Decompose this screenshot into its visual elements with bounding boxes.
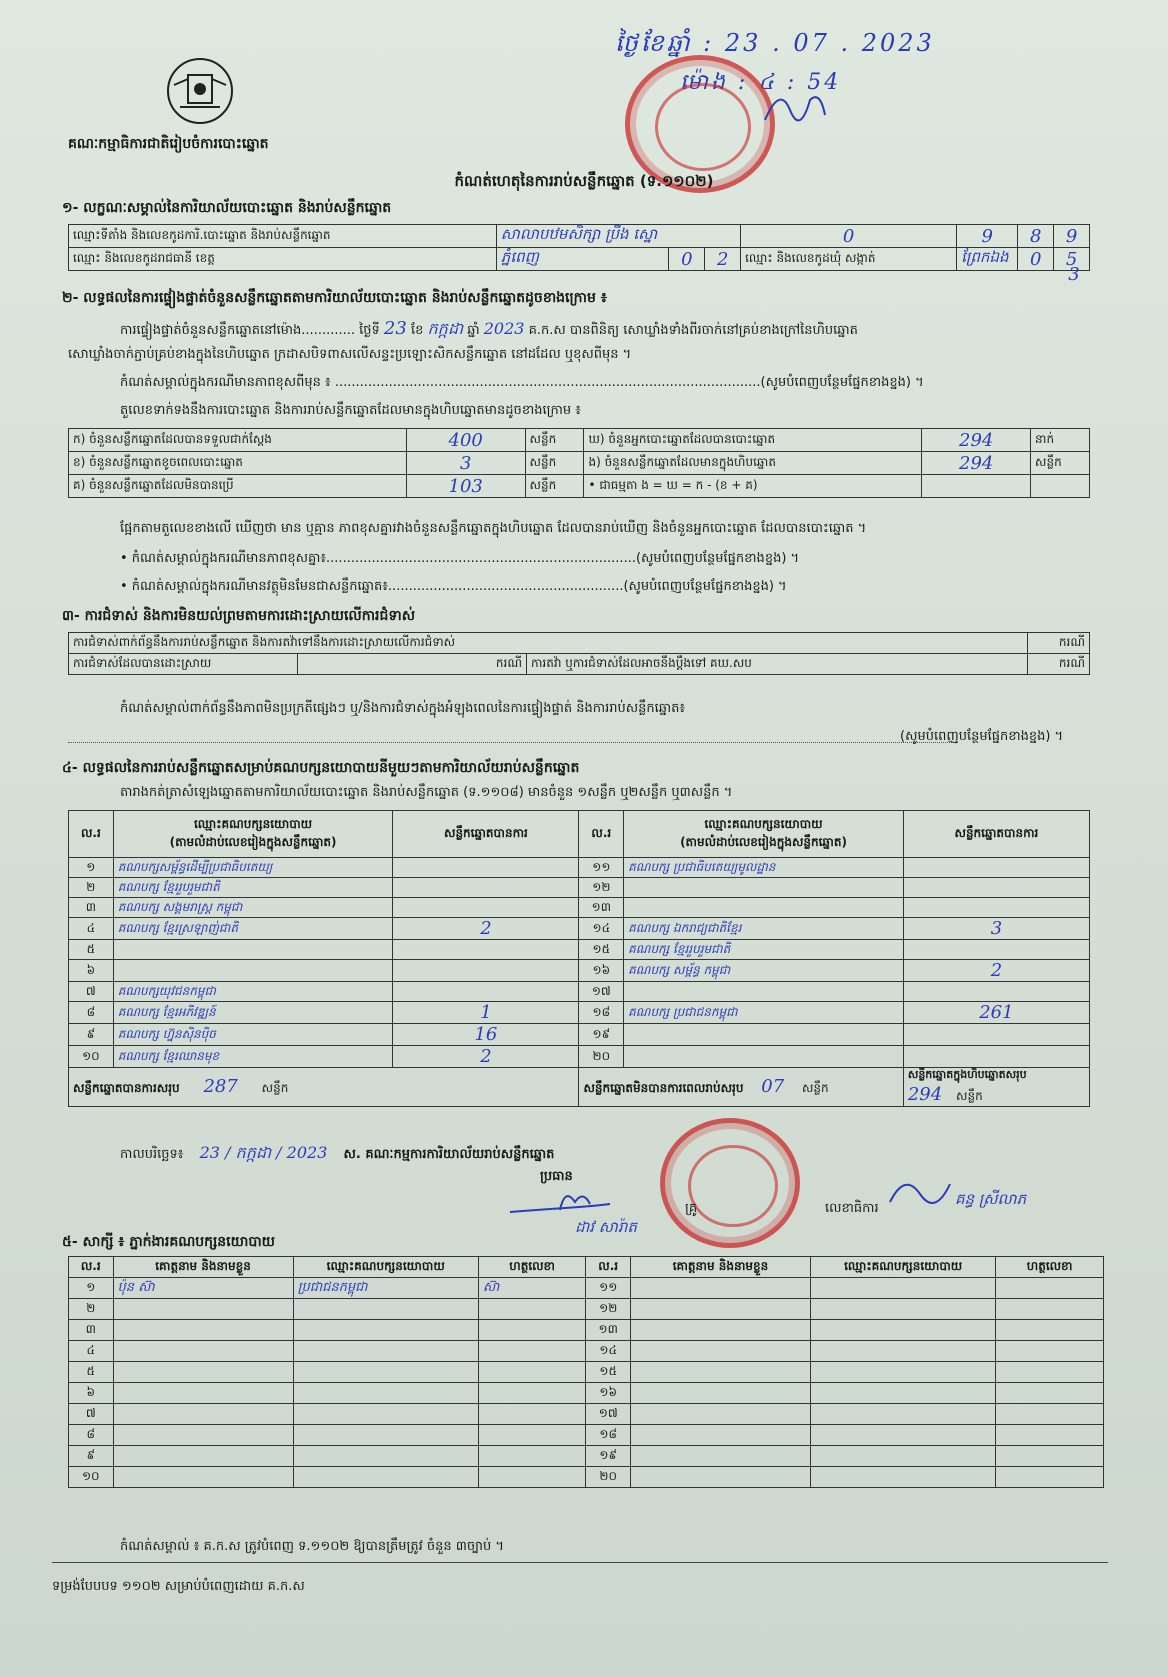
witness-no: ២០ <box>586 1467 631 1488</box>
vote-row-no: ១៩ <box>579 1024 624 1046</box>
vote-row-party: គណបក្ស ប្រជាធិបតេយ្យមូលដ្ឋាន <box>624 858 904 878</box>
witness-no: ២ <box>69 1299 114 1320</box>
ballot-right-label: ឃ) ចំនួនអ្នកបោះឆ្នោតដែលបានបោះឆ្នោត <box>584 429 922 452</box>
ballot-right-label: • ជាធម្មតា ង = ឃ = ក - (ខ + គ) <box>584 475 922 498</box>
witness-party <box>811 1467 996 1488</box>
ballot-right-value: 294 <box>922 452 1031 475</box>
commune-code-2: 5 <box>1054 248 1090 271</box>
total-valid-cell <box>69 1068 579 1107</box>
vote-row-no: ៧ <box>69 982 114 1002</box>
col-party-left <box>113 811 393 858</box>
witness-name <box>630 1320 810 1341</box>
witness-party <box>811 1446 996 1467</box>
vote-row-votes <box>903 1024 1089 1046</box>
location-code-2: 9 <box>957 225 1018 248</box>
province-code-1: 0 <box>669 248 705 271</box>
witness-sign <box>478 1383 586 1404</box>
witness-no: ១០ <box>69 1467 114 1488</box>
witness-party <box>293 1404 478 1425</box>
witness-party <box>811 1299 996 1320</box>
vote-row-party: គណបក្ស ខ្មែររួបរួមជាតិ <box>113 878 393 898</box>
witness-sign <box>996 1299 1104 1320</box>
table-row <box>69 1425 1104 1446</box>
footer-form-ref: ទម្រង់បែបបទ ១១០២ សម្រាប់បំពេញដោយ គ.ក.ស <box>52 1579 305 1594</box>
vote-row-no: ២០ <box>579 1046 624 1068</box>
total-valid-value: 287 <box>203 1076 238 1097</box>
witness-no: ៧ <box>69 1404 114 1425</box>
appeal-label: ការតវ៉ា ឬការជំទាស់ដែលអាចនឹងប្តឹងទៅ គឃ.សប <box>527 654 1028 675</box>
witness-no: ១៣ <box>586 1320 631 1341</box>
vote-row-votes <box>393 960 579 982</box>
witness-party <box>293 1299 478 1320</box>
witness-sign <box>478 1299 586 1320</box>
section3-note: កំណត់សម្គាល់ពាក់ព័ន្ធនឹងភាពមិនប្រក្រតីផ្សេងៗ ឬ/និងការជំទាស់ក្នុងអំឡុងពេលនៃការផ្ទៀងផ្ទាត់ និងការរាប់សន្លឹកឆ្នោត៖ <box>120 701 686 716</box>
witness-name <box>630 1299 810 1320</box>
witness-name <box>113 1404 293 1425</box>
table-row <box>69 1024 1090 1046</box>
vote-row-party: គណបក្ស ខ្មែរអភិវឌ្ឍន៍ <box>113 1002 393 1024</box>
witness-name <box>113 1320 293 1341</box>
vote-row-party: គណបក្ស ខ្មែរឈានមុខ <box>113 1046 393 1068</box>
witness-name <box>113 1341 293 1362</box>
ballot-count-table <box>68 428 1090 498</box>
location-code-1: 0 <box>741 225 957 248</box>
vote-row-no: ១៧ <box>579 982 624 1002</box>
commune-value: ព្រែកឯង <box>957 248 1018 271</box>
vote-row-party: គណបក្ស សង្គមរាស្ត្រ កម្ពុជា <box>113 898 393 918</box>
witness-no: ៦ <box>69 1383 114 1404</box>
witness-sign <box>478 1341 586 1362</box>
witness-name <box>630 1404 810 1425</box>
vote-row-votes <box>903 878 1089 898</box>
vote-row-no: ១២ <box>579 878 624 898</box>
vote-row-votes: 2 <box>903 960 1089 982</box>
table-row <box>69 1362 1104 1383</box>
ballot-left-unit: សន្លឹក <box>525 429 584 452</box>
vote-row-votes: 16 <box>393 1024 579 1046</box>
witness-name <box>113 1425 293 1446</box>
vote-row-no: ១៤ <box>579 918 624 940</box>
vote-row-no: ១០ <box>69 1046 114 1068</box>
table-row <box>69 898 1090 918</box>
total-valid-unit: សន្លឹក <box>261 1081 289 1095</box>
witness-sign <box>478 1467 586 1488</box>
witness-no: ១២ <box>586 1299 631 1320</box>
witness-party <box>811 1425 996 1446</box>
province-value: ភ្នំពេញ <box>496 248 669 271</box>
ballot-row <box>69 429 1090 452</box>
committee-name: គណៈកម្មាធិការជាតិរៀបចំការបោះឆ្នោត <box>68 136 269 152</box>
witness-name <box>630 1425 810 1446</box>
vote-row-party: គណបក្សយុវជនកម្ពុជា <box>113 982 393 1002</box>
total-invalid-label: សន្លឹកឆ្នោតមិនបានការពេលរាប់សរុប <box>583 1081 744 1095</box>
appeal-case: ករណី <box>1027 654 1089 675</box>
vote-row-votes <box>393 982 579 1002</box>
table-row <box>69 878 1090 898</box>
secretary-label: លេខាធិការ <box>825 1201 879 1216</box>
p1-month: កក្កដា <box>427 319 464 338</box>
witness-name <box>630 1467 810 1488</box>
ballot-left-label: ខ) ចំនួនសន្លឹកឆ្នោតខូចពេលបោះឆ្នោត <box>69 452 407 475</box>
total-box-value: 294 <box>907 1084 943 1105</box>
vote-row-no: ៩ <box>69 1024 114 1046</box>
vote-row-no: ១ <box>69 858 114 878</box>
witness-party <box>293 1425 478 1446</box>
vote-row-no: ១៣ <box>579 898 624 918</box>
witness-no: ១៧ <box>586 1404 631 1425</box>
section2-note2: • កំណត់សម្គាល់ក្នុងករណីមានភាពខុសគ្នា៖...........................................................................(សូមបំពេញបន្ថែមផ្នែកខាងខ្នង) ។ <box>120 551 800 566</box>
vote-row-party <box>113 960 393 982</box>
col-party-right-title: ឈ្មោះគណបក្សនយោបាយ <box>704 817 823 831</box>
vote-row-no: ៣ <box>69 898 114 918</box>
col-votes-left: សន្លឹកឆ្នោតបានការ <box>393 811 579 858</box>
table-row <box>69 1446 1104 1467</box>
vote-row-no: ១៦ <box>579 960 624 982</box>
section1-title: ១- លក្ខណៈសម្គាល់នៃការិយាល័យបោះឆ្នោត និងរាប់សន្លឹកឆ្នោត <box>62 200 392 216</box>
w-col-no-right: ល.រ <box>586 1257 631 1278</box>
witness-no: ១៤ <box>586 1341 631 1362</box>
witness-name <box>630 1341 810 1362</box>
province-label: ឈ្មោះ និងលេខកូដរាជធានី ខេត្ត <box>69 248 497 271</box>
vote-row-votes <box>393 878 579 898</box>
section2-paragraph4: ផ្អែកតាមតួលេខខាងលើ ឃើញថា មាន ឬគ្មាន ភាពខុសគ្នារវាងចំនួនសន្លឹកឆ្នោតក្នុងហិបឆ្នោត ដែលបានរាប់ឃើញ និងចំនួនអ្នកបោះឆ្នោត ដែលបានបោះឆ្នោត ។ <box>120 521 867 536</box>
witness-party: ប្រជាជនកម្ពុជា <box>293 1278 478 1299</box>
vote-row-votes: 2 <box>393 1046 579 1068</box>
witness-sign <box>996 1467 1104 1488</box>
date-line-label: កាលបរិច្ឆេទ៖ <box>120 1147 184 1162</box>
objection-label: ការជំទាស់ពាក់ព័ន្ធនឹងការរាប់សន្លឹកឆ្នោត និងការតវ៉ាទៅនឹងការដោះស្រាយលើការជំទាស់ <box>69 633 1028 654</box>
ballot-left-unit: សន្លឹក <box>525 475 584 498</box>
handwritten-time: ម៉ោង : ៤ : 54 <box>680 70 842 95</box>
w-col-sign-left: ហត្ថលេខា <box>478 1257 586 1278</box>
witness-party <box>293 1383 478 1404</box>
table-row <box>69 1383 1104 1404</box>
official-stamp-bottom <box>660 1118 800 1248</box>
date-line <box>120 1142 554 1166</box>
vote-row-votes: 3 <box>903 918 1089 940</box>
witness-party <box>811 1383 996 1404</box>
secretary-signature <box>885 1172 955 1212</box>
ballot-right-value <box>922 475 1031 498</box>
section3-dotted-line <box>68 742 958 743</box>
col-party-right-sub: (តាមលំដាប់លេខរៀងក្នុងសន្លឹកឆ្នោត) <box>680 835 847 849</box>
section3-title: ៣- ការជំទាស់ និងការមិនយល់ព្រមតាមការដោះស្រាយលើការជំទាស់ <box>62 608 416 624</box>
section4-intro: តារាងកត់ត្រាសំឡេងឆ្នោតតាមការិយាល័យបោះឆ្នោត និងរាប់សន្លឹកឆ្នោត (ទ.១១០៨) មានចំនួន ១សន្លឹក ឬ២សន្លឹក ឬ៣សន្លឹក ។ <box>120 785 733 800</box>
vote-row-votes <box>903 982 1089 1002</box>
witness-sign <box>996 1341 1104 1362</box>
p1-day: 23 <box>383 318 407 339</box>
section1-table <box>68 224 1090 271</box>
vote-row-party <box>624 898 904 918</box>
ballot-left-value: 3 <box>406 452 525 475</box>
col-party-left-title: ឈ្មោះគណបក្សនយោបាយ <box>193 817 313 831</box>
form-title: កំណត់ហេតុនៃការរាប់សន្លឹកឆ្នោត (ទ.១១០២) <box>454 172 714 190</box>
witness-no: ៤ <box>69 1341 114 1362</box>
witness-name <box>630 1383 810 1404</box>
table-row <box>69 858 1090 878</box>
table-row <box>69 1299 1104 1320</box>
witness-name <box>113 1299 293 1320</box>
member-label: គ្រូ <box>685 1201 698 1216</box>
ballot-row <box>69 452 1090 475</box>
table-row <box>69 960 1090 982</box>
committee-emblem <box>160 55 240 127</box>
col-votes-right: សន្លឹកឆ្នោតបានការ <box>903 811 1089 858</box>
witness-no: ១៨ <box>586 1425 631 1446</box>
vote-row-votes <box>903 858 1089 878</box>
ballot-right-label: ង) ចំនួនសន្លឹកឆ្នោតដែលមានក្នុងហិបឆ្នោត <box>584 452 922 475</box>
witness-sign <box>478 1425 586 1446</box>
witness-name <box>630 1362 810 1383</box>
ballot-right-unit: សន្លឹក <box>1031 452 1090 475</box>
witness-party <box>811 1320 996 1341</box>
witness-table <box>68 1256 1104 1488</box>
vote-row-no: ៤ <box>69 918 114 940</box>
total-box-unit: សន្លឹក <box>956 1089 983 1103</box>
witness-party <box>293 1446 478 1467</box>
chair-signature <box>505 1182 615 1222</box>
witness-name <box>630 1278 810 1299</box>
witness-sign <box>996 1425 1104 1446</box>
secretary-name: គន្ធ ស្រីលាភ <box>955 1190 1027 1208</box>
vote-row-no: ៦ <box>69 960 114 982</box>
section2-note3: • កំណត់សម្គាល់ក្នុងករណីមានវត្ថុមិនមែនជាសន្លឹកឆ្នោត៖.........................................................(សូមបំពេញបន្ថែមផ្នែកខាងខ្នង) ។ <box>120 579 787 594</box>
witness-sign <box>996 1404 1104 1425</box>
witness-name: ប៉ុន ស៊ា <box>113 1278 293 1299</box>
vote-row-votes <box>903 940 1089 960</box>
location-code-3: 8 <box>1018 225 1054 248</box>
ballot-left-label: គ) ចំនួនសន្លឹកឆ្នោតដែលមិនបានប្រើ <box>69 475 407 498</box>
w-col-no-left: ល.រ <box>69 1257 114 1278</box>
witness-no: ៥ <box>69 1362 114 1383</box>
vote-row-no: ១៨ <box>579 1002 624 1024</box>
province-code-2: 2 <box>705 248 741 271</box>
vote-row-votes <box>393 940 579 960</box>
p1-year: 2023 <box>483 319 525 338</box>
vote-row-votes: 2 <box>393 918 579 940</box>
witness-sign: ស៊ា <box>478 1278 586 1299</box>
vote-row-votes <box>393 898 579 918</box>
section2-paragraph2: សោឃ្លាំងចាក់ភ្ជាប់គ្រប់ខាងក្នុងនៃហិបឆ្នោត ក្រដាសបិទពាសលើសន្ទះប្រឡោះសិកសន្លឹកឆ្នោត នៅដដែល ឬខុសពីមុន ។ <box>68 347 632 362</box>
witness-party <box>293 1320 478 1341</box>
total-invalid-cell <box>579 1068 903 1107</box>
witness-no: ៨ <box>69 1425 114 1446</box>
resolved-case: ករណី <box>298 654 527 675</box>
location-value: សាលាបឋមសិក្សា ប្រឹង ស្នោ <box>496 225 740 248</box>
vote-row-votes <box>903 1046 1089 1068</box>
table-row <box>69 1046 1090 1068</box>
location-label: ឈ្មោះទីតាំង និងលេខកូដការិ.បោះឆ្នោត និងរាប់សន្លឹកឆ្នោត <box>69 225 497 248</box>
witness-party <box>811 1404 996 1425</box>
vote-row-no: ១១ <box>579 858 624 878</box>
section2-paragraph3: តួលេខទាក់ទងនឹងការបោះឆ្នោត និងការរាប់សន្លឹកឆ្នោតដែលមានក្នុងហិបឆ្នោតមានដូចខាងក្រោម ៖ <box>120 403 581 418</box>
location-code-4: 9 <box>1054 225 1090 248</box>
witness-name <box>113 1362 293 1383</box>
p1-a: ការផ្ទៀងផ្ទាត់ចំនួនសន្លឹកឆ្នោតនៅម៉ោង............. ថ្ងៃទី <box>120 323 380 338</box>
section4-title: ៤- លទ្ធផលនៃការរាប់សន្លឹកឆ្នោតសម្រាប់គណបក្សនយោបាយនីមួយៗតាមការិយាល័យរាប់សន្លឹកឆ្នោត <box>62 760 580 776</box>
witness-sign <box>478 1320 586 1341</box>
witness-sign <box>996 1362 1104 1383</box>
vote-row-no: ១៥ <box>579 940 624 960</box>
witness-sign <box>478 1362 586 1383</box>
date-line-value: 23 / កក្កដា / 2023 <box>199 1143 328 1162</box>
table-row <box>69 1341 1104 1362</box>
witness-no: ១៦ <box>586 1383 631 1404</box>
table-row <box>69 1467 1104 1488</box>
witness-party <box>293 1341 478 1362</box>
witness-party <box>811 1278 996 1299</box>
w-col-name-left: គោត្តនាម និងនាមខ្លួន <box>113 1257 293 1278</box>
p1-d: គ.ក.ស បានពិនិត្យ សោឃ្លាំងទាំងពីរចាក់នៅគ្រប់ខាងក្រៅនៃហិបឆ្នោត <box>528 323 858 338</box>
col-no-right: ល.រ <box>579 811 624 858</box>
witness-sign <box>478 1404 586 1425</box>
vote-row-no: ៥ <box>69 940 114 960</box>
witness-no: ១៩ <box>586 1446 631 1467</box>
footer-divider <box>52 1562 1108 1563</box>
commune-label: ឈ្មោះ និងលេខកូដឃុំ សង្កាត់ <box>741 248 957 271</box>
witness-party <box>811 1341 996 1362</box>
p1-b: ខែ <box>410 323 424 338</box>
vote-row-votes <box>903 898 1089 918</box>
commune-code-1: 0 <box>1018 248 1054 271</box>
w-col-name-right: គោត្តនាម និងនាមខ្លួន <box>630 1257 810 1278</box>
total-box-cell <box>903 1068 1089 1107</box>
section2-note1: កំណត់សម្គាល់ក្នុងករណីមានភាពខុសពីមុន ៖ .......................................................................................................(សូមបំពេញបន្ថែមផ្នែកខាងខ្នង) ។ <box>120 375 924 390</box>
ballot-right-unit <box>1031 475 1090 498</box>
col-no-left: ល.រ <box>69 811 114 858</box>
witness-name <box>113 1383 293 1404</box>
vote-row-party <box>113 940 393 960</box>
ballot-left-value: 400 <box>406 429 525 452</box>
vote-row-party: គណបក្ស ហ្វ៊ុនស៊ិនប៉ិច <box>113 1024 393 1046</box>
section2-paragraph1 <box>120 318 1100 342</box>
vote-row-party: គណបក្ស សម្ព័ន្ធ កម្ពុជា <box>624 960 904 982</box>
w-col-party-left: ឈ្មោះគណបក្សនយោបាយ <box>293 1257 478 1278</box>
section3-table <box>68 632 1090 675</box>
ballot-left-value: 103 <box>406 475 525 498</box>
witness-no: ៣ <box>69 1320 114 1341</box>
witness-name <box>113 1467 293 1488</box>
handwritten-date: ថ្ងៃខែឆ្នាំ : 23 . 07 . 2023 <box>615 29 935 57</box>
table-row <box>69 940 1090 960</box>
ballot-left-label: ក) ចំនួនសន្លឹកឆ្នោតដែលបានទទួលជាក់ស្តែង <box>69 429 407 452</box>
witness-sign <box>996 1383 1104 1404</box>
witness-no: ៩ <box>69 1446 114 1467</box>
commune-code-3: 3 <box>1068 264 1080 285</box>
ballot-left-unit: សន្លឹក <box>525 452 584 475</box>
date-line-committee: ស. គណៈកម្មការការិយាល័យរាប់សន្លឹកឆ្នោត <box>343 1147 555 1162</box>
chair-label: ប្រធាន <box>540 1169 573 1184</box>
vote-row-votes: 261 <box>903 1002 1089 1024</box>
vote-row-party <box>624 878 904 898</box>
total-invalid-value: 07 <box>761 1076 785 1097</box>
col-party-left-sub: (តាមលំដាប់លេខរៀងក្នុងសន្លឹកឆ្នោត) <box>169 835 337 849</box>
vote-row-no: ២ <box>69 878 114 898</box>
witness-sign <box>996 1446 1104 1467</box>
section2-title: ២- លទ្ធផលនៃការផ្ទៀងផ្ទាត់ចំនួនសន្លឹកឆ្នោតតាមការិយាល័យបោះឆ្នោត និងរាប់សន្លឹកឆ្នោតដូចខាងក្រោម ៖ <box>62 290 607 306</box>
vote-row-votes: 1 <box>393 1002 579 1024</box>
total-invalid-unit: សន្លឹក <box>802 1081 829 1095</box>
signature-top <box>760 80 830 130</box>
witness-sign <box>478 1446 586 1467</box>
witness-sign <box>996 1320 1104 1341</box>
witness-party <box>293 1467 478 1488</box>
objection-case: ករណី <box>1027 633 1089 654</box>
chair-name: ដាវ សារ៉ាត <box>575 1218 637 1236</box>
witness-no: ១១ <box>586 1278 631 1299</box>
section5-title: ៥- សាក្សី ៖ ភ្នាក់ងារគណបក្សនយោបាយ <box>62 1234 276 1250</box>
vote-row-party: គណបក្ស ឯករាជ្យជាតិខ្មែរ <box>624 918 904 940</box>
table-row <box>69 1404 1104 1425</box>
witness-party <box>293 1362 478 1383</box>
vote-row-party <box>624 1046 904 1068</box>
ballot-right-value: 294 <box>922 429 1031 452</box>
section3-note-end: (សូមបំពេញបន្ថែមផ្នែកខាងខ្នង) ។ <box>900 729 1064 744</box>
resolved-label: ការជំទាស់ដែលបានដោះស្រាយ <box>69 654 298 675</box>
w-col-sign-right: ហត្ថលេខា <box>996 1257 1104 1278</box>
total-valid-label: សន្លឹកឆ្នោតបានការសរុប <box>73 1081 180 1095</box>
table-row <box>69 1002 1090 1024</box>
table-row <box>69 1278 1104 1299</box>
total-box-label: សន្លឹកឆ្នោតក្នុងហិបឆ្នោតសរុប <box>907 1068 1027 1081</box>
vote-row-no: ៨ <box>69 1002 114 1024</box>
table-row <box>69 1320 1104 1341</box>
w-col-party-right: ឈ្មោះគណបក្សនយោបាយ <box>811 1257 996 1278</box>
ballot-right-unit: នាក់ <box>1031 429 1090 452</box>
witness-party <box>811 1362 996 1383</box>
vote-row-party: គណបក្ស ខ្មែររួបរួមជាតិ <box>624 940 904 960</box>
witness-name <box>113 1446 293 1467</box>
col-party-right <box>624 811 904 858</box>
p1-c: ឆ្នាំ <box>467 323 480 338</box>
vote-results-table <box>68 810 1090 1107</box>
vote-row-party <box>624 1024 904 1046</box>
table-row <box>69 918 1090 940</box>
witness-sign <box>996 1278 1104 1299</box>
vote-row-votes <box>393 858 579 878</box>
vote-row-party: គណបក្ស ប្រជាជនកម្ពុជា <box>624 1002 904 1024</box>
table-row <box>69 982 1090 1002</box>
witness-no: ១៥ <box>586 1362 631 1383</box>
ballot-row <box>69 475 1090 498</box>
vote-row-party: គណបក្សសម្ព័ន្ធដើម្បីប្រជាធិបតេយ្យ <box>113 858 393 878</box>
witness-no: ១ <box>69 1278 114 1299</box>
vote-row-party <box>624 982 904 1002</box>
section5-note: កំណត់សម្គាល់ ៖ គ.ក.ស ត្រូវបំពេញ ទ.១១០២ ឱ្យបានត្រឹមត្រូវ ចំនួន ៣ច្បាប់ ។ <box>120 1539 504 1554</box>
witness-name <box>630 1446 810 1467</box>
vote-row-party: គណបក្ស ខ្មែរស្រឡាញ់ជាតិ <box>113 918 393 940</box>
